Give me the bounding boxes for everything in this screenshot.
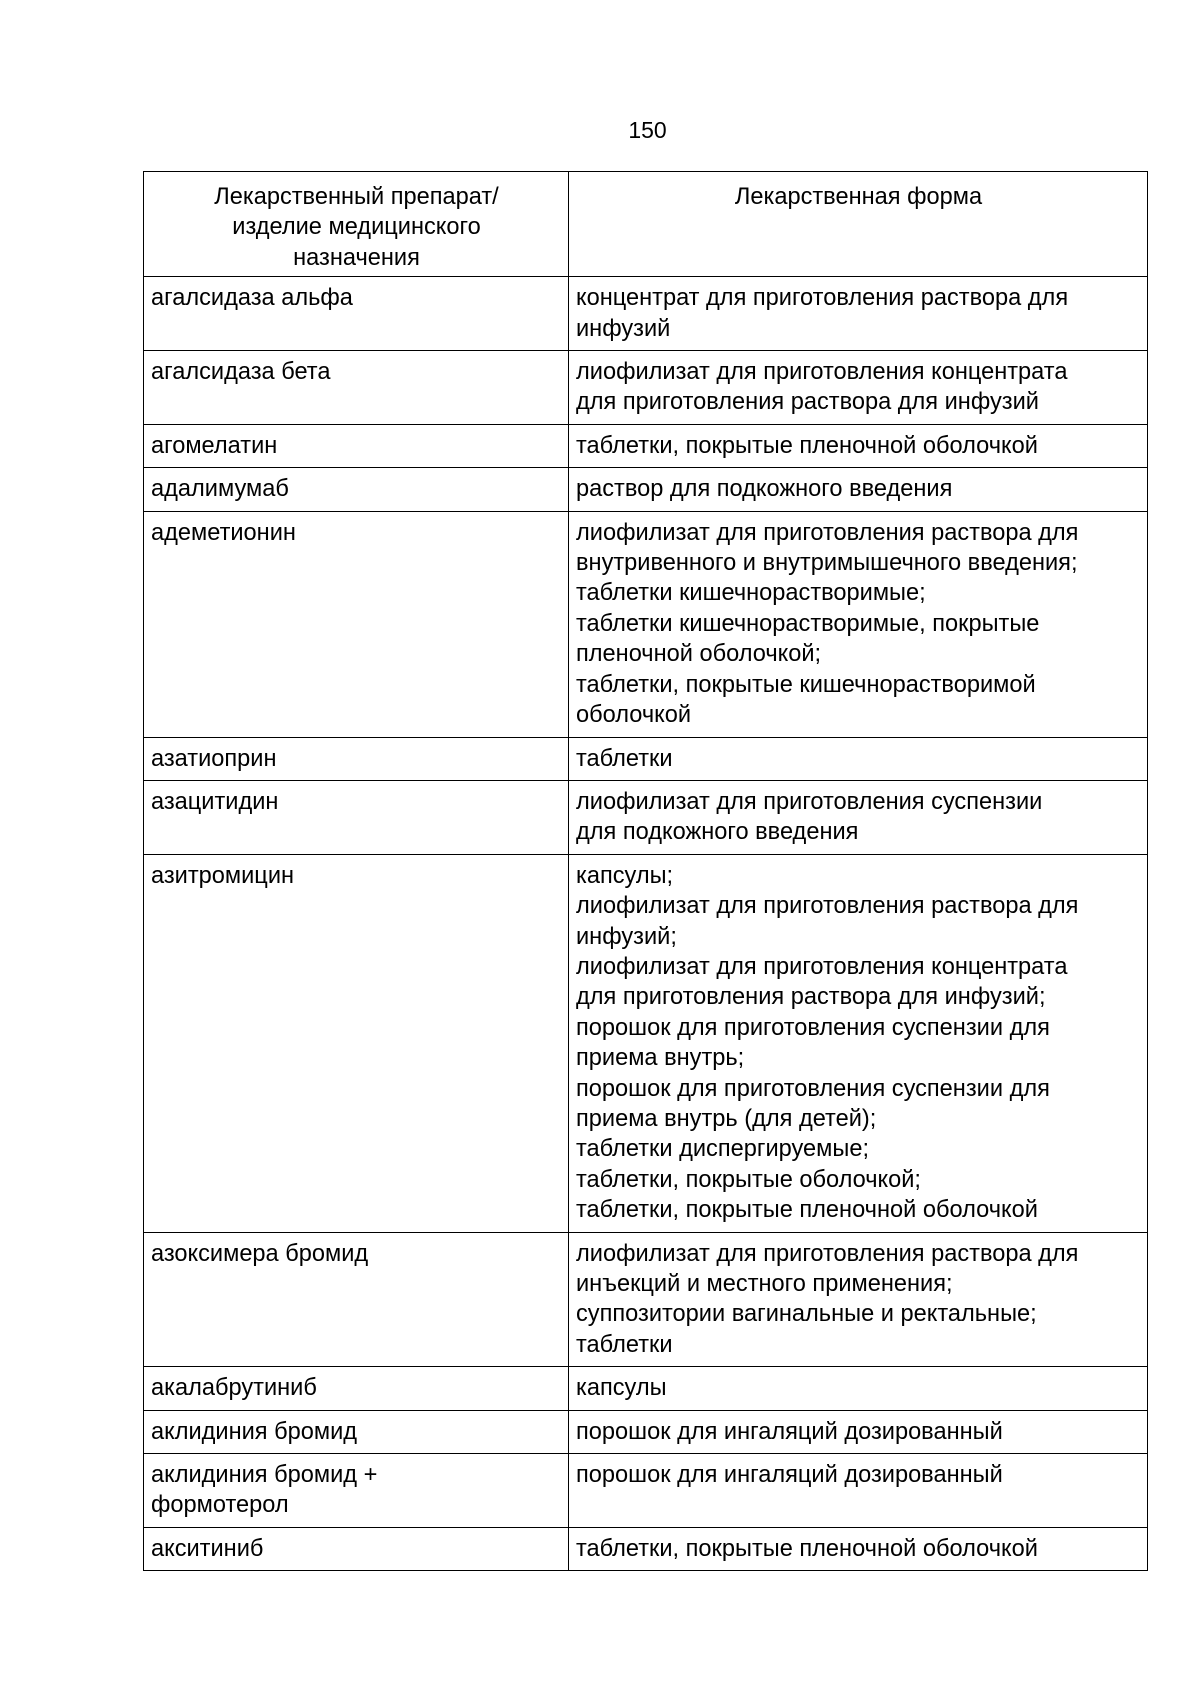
header-drug-line: Лекарственный препарат/ [214,184,499,210]
drug-name-line: агомелатин [151,432,278,459]
drug-name-line: акситиниб [151,1535,264,1562]
table-row [144,424,1148,467]
table-row [144,780,1148,854]
drug-forms-table [143,171,1148,1571]
dosage-form-cell [569,780,1148,854]
dosage-form-line: лиофилизат для приготовления раствора для [576,1240,1079,1267]
dosage-form-line: порошок для ингаляций дозированный [576,1462,1003,1489]
dosage-form-line: суппозитории вагинальные и ректальные; [576,1301,1037,1328]
table-row [144,737,1148,780]
dosage-form-line: порошок для приготовления суспензии для [576,1014,1050,1041]
dosage-form-line: таблетки, покрытые пленочной оболочкой [576,1197,1038,1224]
dosage-form-line: таблетки, покрытые кишечнорастворимой [576,671,1036,698]
dosage-form-line: таблетки кишечнорастворимые, покрытые [576,610,1040,637]
dosage-form-line: для приготовления раствора для инфузий; [576,984,1046,1011]
drug-name-line: агалсидаза альфа [151,285,353,312]
table-row [144,1454,1148,1528]
dosage-form-line: лиофилизат для приготовления раствора для [576,519,1079,546]
dosage-form-line: таблетки, покрытые пленочной оболочкой [576,1535,1038,1562]
dosage-form-line: лиофилизат для приготовления концентрата [576,359,1068,386]
dosage-form-line: таблетки, покрытые оболочкой; [576,1166,921,1193]
header-form [569,172,1148,277]
dosage-form-cell [569,424,1148,467]
header-drug-line: изделие медицинского [232,214,481,241]
drug-name-cell [144,854,569,1232]
dosage-form-cell [569,1527,1148,1570]
dosage-form-line: порошок для ингаляций дозированный [576,1418,1003,1445]
drug-name-cell [144,1232,569,1367]
drug-name-line: азоксимера бромид [151,1240,369,1267]
dosage-form-cell [569,1454,1148,1528]
page-number: 150 [628,117,667,143]
drug-name-cell [144,351,569,425]
dosage-form-line: капсулы [576,1375,667,1402]
drug-name-cell [144,277,569,351]
drug-name-cell [144,424,569,467]
dosage-form-line: раствор для подкожного введения [576,476,953,503]
header-drug-line: назначения [293,244,420,271]
dosage-form-line: концентрат для приготовления раствора для [576,285,1069,312]
drug-name-cell [144,1367,569,1410]
dosage-form-line: таблетки диспергируемые; [576,1136,869,1163]
drug-name-line: адалимумаб [151,476,289,503]
drug-name-line: акалабрутиниб [151,1375,317,1402]
dosage-form-line: лиофилизат для приготовления раствора для [576,893,1079,920]
drug-name-line: азацитидин [151,788,279,815]
table-row [144,1410,1148,1453]
drug-name-cell [144,737,569,780]
header-form-line: Лекарственная форма [734,184,983,210]
table-row [144,854,1148,1232]
drug-name-cell [144,1454,569,1528]
dosage-form-cell [569,1232,1148,1367]
dosage-form-line: инфузий; [576,923,677,950]
table-row [144,277,1148,351]
drug-name-cell [144,780,569,854]
dosage-form-cell [569,468,1148,511]
table-row [144,511,1148,737]
drug-name-line: аклидиния бромид + [151,1462,378,1489]
dosage-form-cell [569,737,1148,780]
dosage-form-cell [569,277,1148,351]
drug-name-line: аклидиния бромид [151,1418,358,1445]
drug-name-cell [144,1410,569,1453]
dosage-form-line: оболочкой [576,702,692,729]
table-row [144,1232,1148,1367]
table-header-row [144,172,1148,277]
dosage-form-cell [569,351,1148,425]
drug-name-line: агалсидаза бета [151,359,331,386]
table-row [144,1527,1148,1570]
dosage-form-line: инфузий [576,315,671,342]
drug-name-line: азитромицин [151,862,295,889]
dosage-form-line: таблетки кишечнорастворимые; [576,580,926,607]
dosage-form-line: таблетки [576,745,673,772]
dosage-form-line: порошок для приготовления суспензии для [576,1075,1050,1102]
dosage-form-line: для приготовления раствора для инфузий [576,389,1039,416]
table-body [144,277,1148,1571]
dosage-form-cell [569,1410,1148,1453]
dosage-form-cell [569,511,1148,737]
dosage-form-line: приема внутрь; [576,1045,745,1072]
table-row [144,351,1148,425]
dosage-form-line: капсулы; [576,862,674,889]
drug-name-line: азатиоприн [151,745,277,772]
drug-name-cell [144,468,569,511]
dosage-form-line: таблетки [576,1331,673,1358]
dosage-form-line: лиофилизат для приготовления концентрата [576,953,1068,980]
drug-name-cell [144,511,569,737]
table-row [144,1367,1148,1410]
dosage-form-line: внутривенного и внутримышечного введения; [576,550,1078,577]
dosage-form-line: лиофилизат для приготовления суспензии [576,788,1043,815]
dosage-form-line: приема внутрь (для детей); [576,1105,877,1132]
drug-name-line: адеметионин [151,519,296,546]
dosage-form-cell [569,854,1148,1232]
dosage-form-cell [569,1367,1148,1410]
dosage-form-line: таблетки, покрытые пленочной оболочкой [576,432,1038,459]
dosage-form-line: инъекций и местного применения; [576,1271,953,1297]
dosage-form-line: пленочной оболочкой; [576,641,822,668]
dosage-form-line: для подкожного введения [576,819,859,846]
drug-name-cell [144,1527,569,1570]
table-row [144,468,1148,511]
header-drug [144,172,569,277]
drug-name-line: формотерол [151,1492,289,1519]
